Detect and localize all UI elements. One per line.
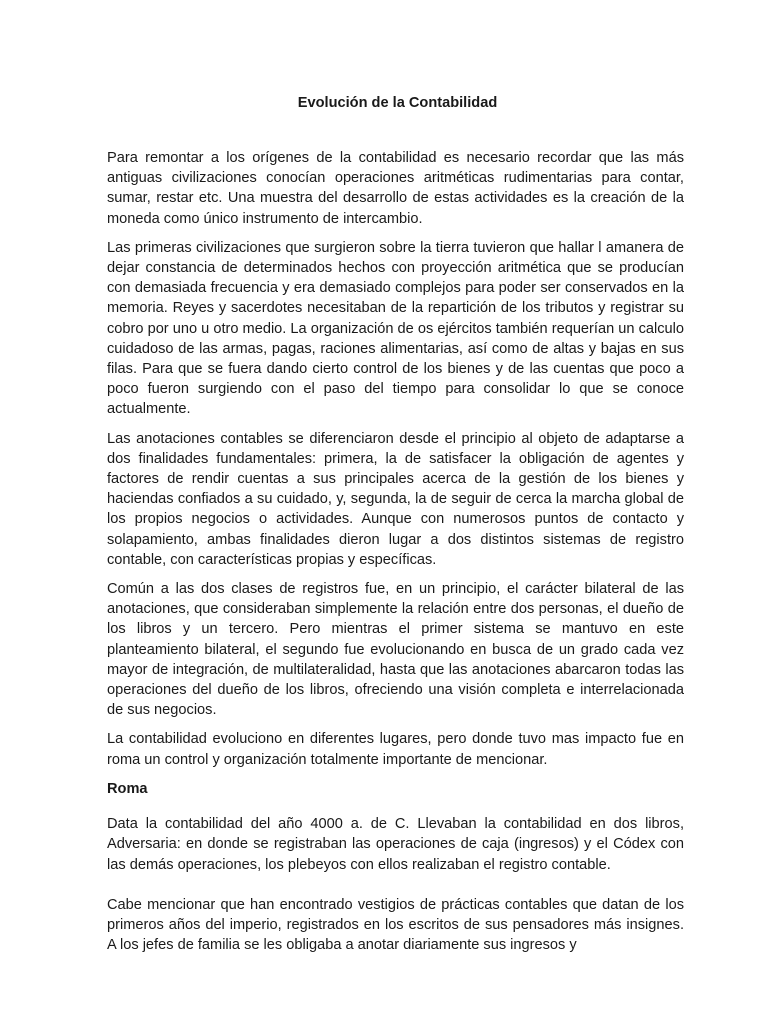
paragraph-roma-books: Data la contabilidad del año 4000 a. de C. Llevaban la contabilidad en dos libros, Adversaria: en donde se registraban las operaciones de caja (ingresos) y el Códex con las demás operaciones, los plebeyos con ellos realizaban el registro contable. xyxy=(107,816,684,873)
paragraph-accounting-entries: Las anotaciones contables se diferenciaron desde el principio al objeto de adaptarse a dos finalidades fundamentales: primera, la de satisfacer la obligación de agentes y factores de rendir cuentas a sus principales acerca de la gestión de los bienes y haciendas confiados a su cuidado, y, segunda, la de seguir de cerca la marcha global de los propios negocios o actividades. Aunque con numerosos puntos de contacto y solapamiento, ambas finalidades dieron lugar a dos distintos sistemas de registro contable, con características propias y específicas. xyxy=(107,430,684,568)
document-title: Evolución de la Contabilidad xyxy=(297,95,498,111)
paragraph-origins: Para remontar a los orígenes de la contabilidad es necesario recordar que las más antiguas civilizaciones conocían operaciones aritméticas rudimentarias para contar, sumar, restar etc. Una muestra del desarrollo de estas actividades es la creación de la moneda como único instrumento de intercambio. xyxy=(107,150,684,227)
section-heading-roma: Roma xyxy=(107,780,148,797)
paragraph-first-civilizations: Las primeras civilizaciones que surgieron sobre la tierra tuvieron que hallar l amanera de dejar constancia de determinados hechos con proyección aritmética que se producían con demasiada frecuencia y era demasiado complejos para poder ser conservados en la memoria. Reyes y sacerdotes necesitaban de la repartición de los tributos y registrar su cobro por uno u otro medio. La organización de os ejércitos también requerían un calculo cuidadoso de las armas, pagas, raciones alimentarias, así como de altas y bajas en sus filas. Para que se fuera dando cierto control de los bienes y de las cuentas que poco a poco fueron surgiendo con el paso del tiempo para consolidar lo que se conoce actualmente. xyxy=(107,239,684,418)
paragraph-bilateral-records: Común a las dos clases de registros fue, en un principio, el carácter bilateral de las anotaciones, que consideraban simplemente la relación entre dos personas, el dueño de los libros y un tercero. Pero mientras el primer sistema se mantuvo en este planteamiento bilateral, el segundo fue evolucionando en busca de un grado cada vez mayor de integración, de multilateralidad, hasta que las anotaciones abarcaron todas las operaciones del dueño de los libros, ofreciendo una visión completa e interrelacionada de sus negocios. xyxy=(107,581,684,719)
paragraph-evolution-places: La contabilidad evoluciono en diferentes lugares, pero donde tuvo mas impacto fue en roma un control y organización totalmente importante de mencionar. xyxy=(107,731,684,768)
paragraph-roma-vestiges: Cabe mencionar que han encontrado vestigios de prácticas contables que datan de los primeros años del imperio, registrados en los escritos de sus pensadores más insignes. A los jefes de familia se les obligaba a anotar diariamente sus ingresos y xyxy=(107,896,684,954)
